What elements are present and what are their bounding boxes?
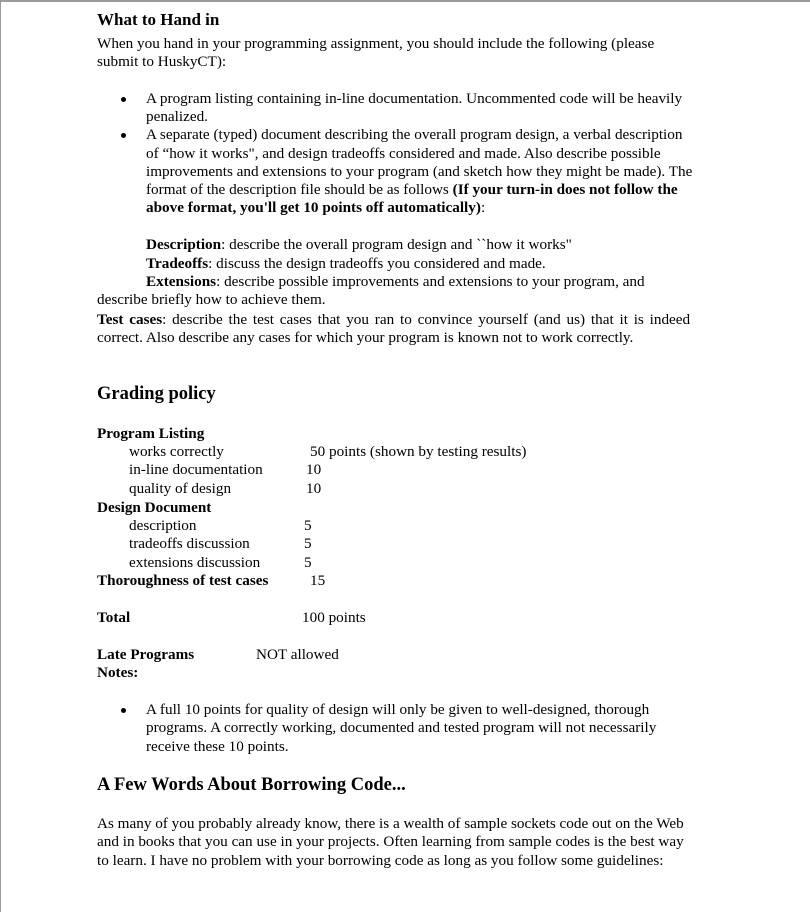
heading-borrowing-code: A Few Words About Borrowing Code... [97,775,406,795]
note-line2: programs. A correctly working, documented and tested program will not necessarily [146,719,657,736]
bullet-icon [121,133,126,138]
bullet2-line4: format of the description file should be as follows (If your turn-in does not follow the [146,181,678,198]
bullet2-line1: A separate (typed) document describing the overall program design, a verbal description [146,126,683,143]
program-listing-label: Program Listing [97,425,205,442]
total-points: 100 points [302,609,366,626]
works-correctly-points: 50 points (shown by testing results) [310,443,527,460]
extensions-label: extensions discussion [129,554,261,571]
extensions-points: 5 [304,554,312,571]
quality-label: quality of design [129,480,232,497]
thoroughness-label: Thoroughness of test cases [97,572,269,589]
total-label: Total [97,609,131,626]
bullet1-line2: penalized. [146,108,208,125]
heading-what-to-hand-in: What to Hand in [97,10,220,29]
test-cases-line2: correct. Also describe any cases for which your program is known not to work correctly. [97,329,634,346]
extensions-item: Extensions: describe possible improvements and extensions to your program, and [146,273,645,290]
bullet2-line3: improvements and extensions to your program (and sketch how they might be made). The [146,163,693,180]
quality-points: 10 [306,480,322,497]
description-item: Description: describe the overall program design and ``how it works" [146,236,572,253]
bullet1-line1: A program listing containing in-line documentation. Uncommented code will be heavily [146,90,683,107]
test-cases-line1: Test cases: describe the test cases that you ran to convince yourself (and us) that it is indeed [97,311,691,328]
intro-line-1: When you hand in your programming assignment, you should include the following (please [97,35,655,52]
inline-doc-label: in-line documentation [129,461,263,478]
intro-line-2: submit to HuskyCT): [97,53,227,70]
page-left-border [0,0,1,912]
description-label: description [129,517,197,534]
borrowing-line3: to learn. I have no problem with your borrowing code as long as you follow some guidelines: [97,852,664,869]
tradeoffs-points: 5 [304,535,312,552]
borrowing-line1: As many of you probably already know, there is a wealth of sample sockets code out on the Web [97,815,684,832]
heading-grading-policy: Grading policy [97,384,216,404]
note-line1: A full 10 points for quality of design will only be given to well-designed, thorough [146,701,650,718]
description-points: 5 [304,517,312,534]
bullet-icon [121,708,126,713]
tradeoffs-label: tradeoffs discussion [129,535,250,552]
note-line3: receive these 10 points. [146,738,289,755]
bullet2-line5: above format, you'll get 10 points off automatically): [146,199,486,216]
notes-label: Notes: [97,664,139,681]
design-document-label: Design Document [97,499,212,516]
borrowing-line2: and in books that you can use in your projects. Often learning from sample codes is the best way [97,833,684,850]
inline-doc-points: 10 [306,461,322,478]
bullet2-line2: of “how it works", and design tradeoffs considered and made. Also describe possible [146,145,661,162]
extensions-continued: describe briefly how to achieve them. [97,291,326,308]
works-correctly-label: works correctly [129,443,224,460]
late-programs-value: NOT allowed [256,646,339,663]
bullet-icon [121,97,126,102]
tradeoffs-item: Tradeoffs: discuss the design tradeoffs you considered and made. [146,255,546,272]
late-programs-label: Late Programs [97,646,195,663]
page-top-border [0,0,810,2]
thoroughness-points: 15 [310,572,326,589]
